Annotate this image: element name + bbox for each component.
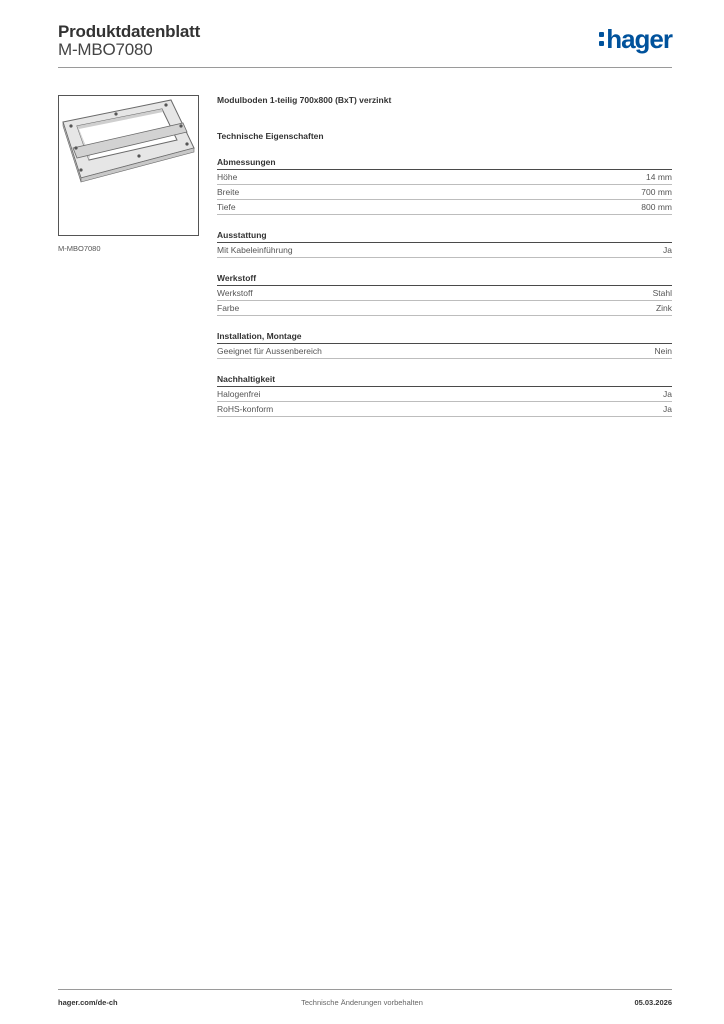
section-title: Ausstattung [217,229,672,243]
document-title: Produktdatenblatt [58,22,201,41]
logo-text: hager [606,24,672,54]
section-equipment [217,229,672,258]
section-title: Installation, Montage [217,330,672,344]
product-name: Modulboden 1-teilig 700x800 (BxT) verzinkt [217,95,392,105]
technical-properties-heading: Technische Eigenschaften [217,131,324,141]
spec-value: Ja [663,245,672,255]
spec-value: Ja [663,404,672,414]
image-caption: M-MBO7080 [58,244,101,253]
spec-value: Nein [654,346,672,356]
section-dimensions [217,156,672,215]
spec-value: 14 mm [646,172,672,182]
spec-label: Halogenfrei [217,389,261,399]
spec-label: Werkstoff [217,288,253,298]
section-title: Abmessungen [217,156,672,170]
spec-row [217,185,672,200]
spec-value: 700 mm [641,187,672,197]
spec-value: Ja [663,389,672,399]
spec-row [217,344,672,359]
spec-value: 800 mm [641,202,672,212]
spec-row [217,286,672,301]
section-installation [217,330,672,359]
logo-dots-icon [599,32,604,46]
section-title: Nachhaltigkeit [217,373,672,387]
section-material [217,272,672,316]
product-image [58,95,199,236]
spec-label: Geeignet für Aussenbereich [217,346,322,356]
footer-divider [58,989,672,990]
spec-value: Stahl [652,288,672,298]
spec-label: Mit Kabeleinführung [217,245,293,255]
spec-label: Breite [217,187,240,197]
footer-website: hager.com/de-ch [58,998,118,1007]
footer-notice: Technische Änderungen vorbehalten [301,998,423,1007]
section-title: Werkstoff [217,272,672,286]
spec-row [217,301,672,316]
page-header [58,20,672,68]
spec-row [217,402,672,417]
spec-row [217,243,672,258]
spec-label: RoHS-konform [217,404,274,414]
spec-label: Höhe [217,172,238,182]
spec-value: Zink [655,303,672,313]
product-code: M-MBO7080 [58,40,153,59]
specifications [217,94,672,417]
hager-logo [599,26,672,52]
section-sustainability [217,373,672,417]
spec-label: Farbe [217,303,240,313]
module-floor-plate-illustration [59,96,198,235]
header-divider [58,67,672,68]
footer-date: 05.03.2026 [634,998,672,1007]
spec-row [217,170,672,185]
spec-label: Tiefe [217,202,236,212]
spec-row [217,200,672,215]
spec-row [217,387,672,402]
